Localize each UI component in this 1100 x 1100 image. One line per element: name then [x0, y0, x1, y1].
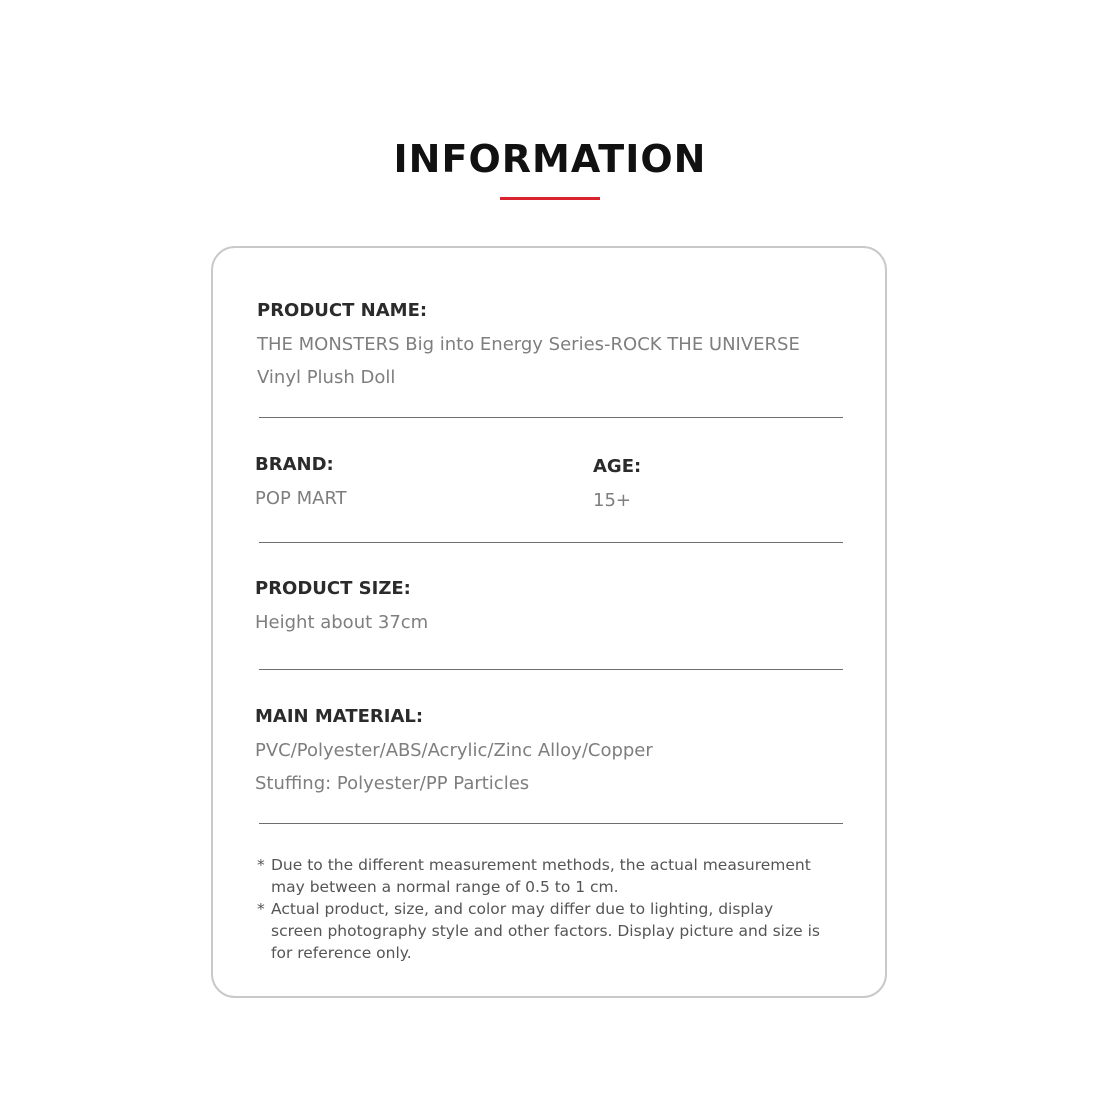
age-value: 15+	[593, 490, 631, 511]
product-name-label: PRODUCT NAME:	[257, 300, 428, 321]
page-title: INFORMATION	[393, 137, 707, 181]
disclaimer-notes	[257, 854, 857, 964]
product-name-line-1: THE MONSTERS Big into Energy Series-ROCK THE UNIVERSE	[257, 334, 800, 355]
information-card	[211, 246, 887, 998]
note-item	[257, 898, 857, 964]
main-material-line-2: Stuffing: Polyester/PP Particles	[255, 773, 530, 794]
product-name-line-2: Vinyl Plush Doll	[257, 367, 396, 388]
note-line: for reference only.	[271, 944, 412, 962]
divider	[259, 669, 843, 670]
divider	[259, 417, 843, 418]
asterisk-marker: *	[257, 856, 265, 874]
note-line: screen photography style and other factors. Display picture and size is	[271, 922, 820, 940]
divider	[259, 542, 843, 543]
product-size-value: Height about 37cm	[255, 612, 429, 633]
asterisk-marker: *	[257, 900, 265, 918]
main-material-label: MAIN MATERIAL:	[255, 706, 424, 727]
main-material-line-1: PVC/Polyester/ABS/Acrylic/Zinc Alloy/Copper	[255, 740, 653, 761]
note-line: Actual product, size, and color may differ due to lighting, display	[271, 900, 774, 918]
product-size-label: PRODUCT SIZE:	[255, 578, 411, 599]
title-underline	[500, 197, 600, 200]
divider	[259, 823, 843, 824]
age-label: AGE:	[593, 456, 642, 477]
note-item	[257, 854, 857, 898]
brand-label: BRAND:	[255, 454, 334, 475]
note-line: Due to the different measurement methods, the actual measurement	[271, 856, 811, 874]
brand-value: POP MART	[255, 488, 347, 509]
note-line: may between a normal range of 0.5 to 1 cm.	[271, 878, 619, 896]
